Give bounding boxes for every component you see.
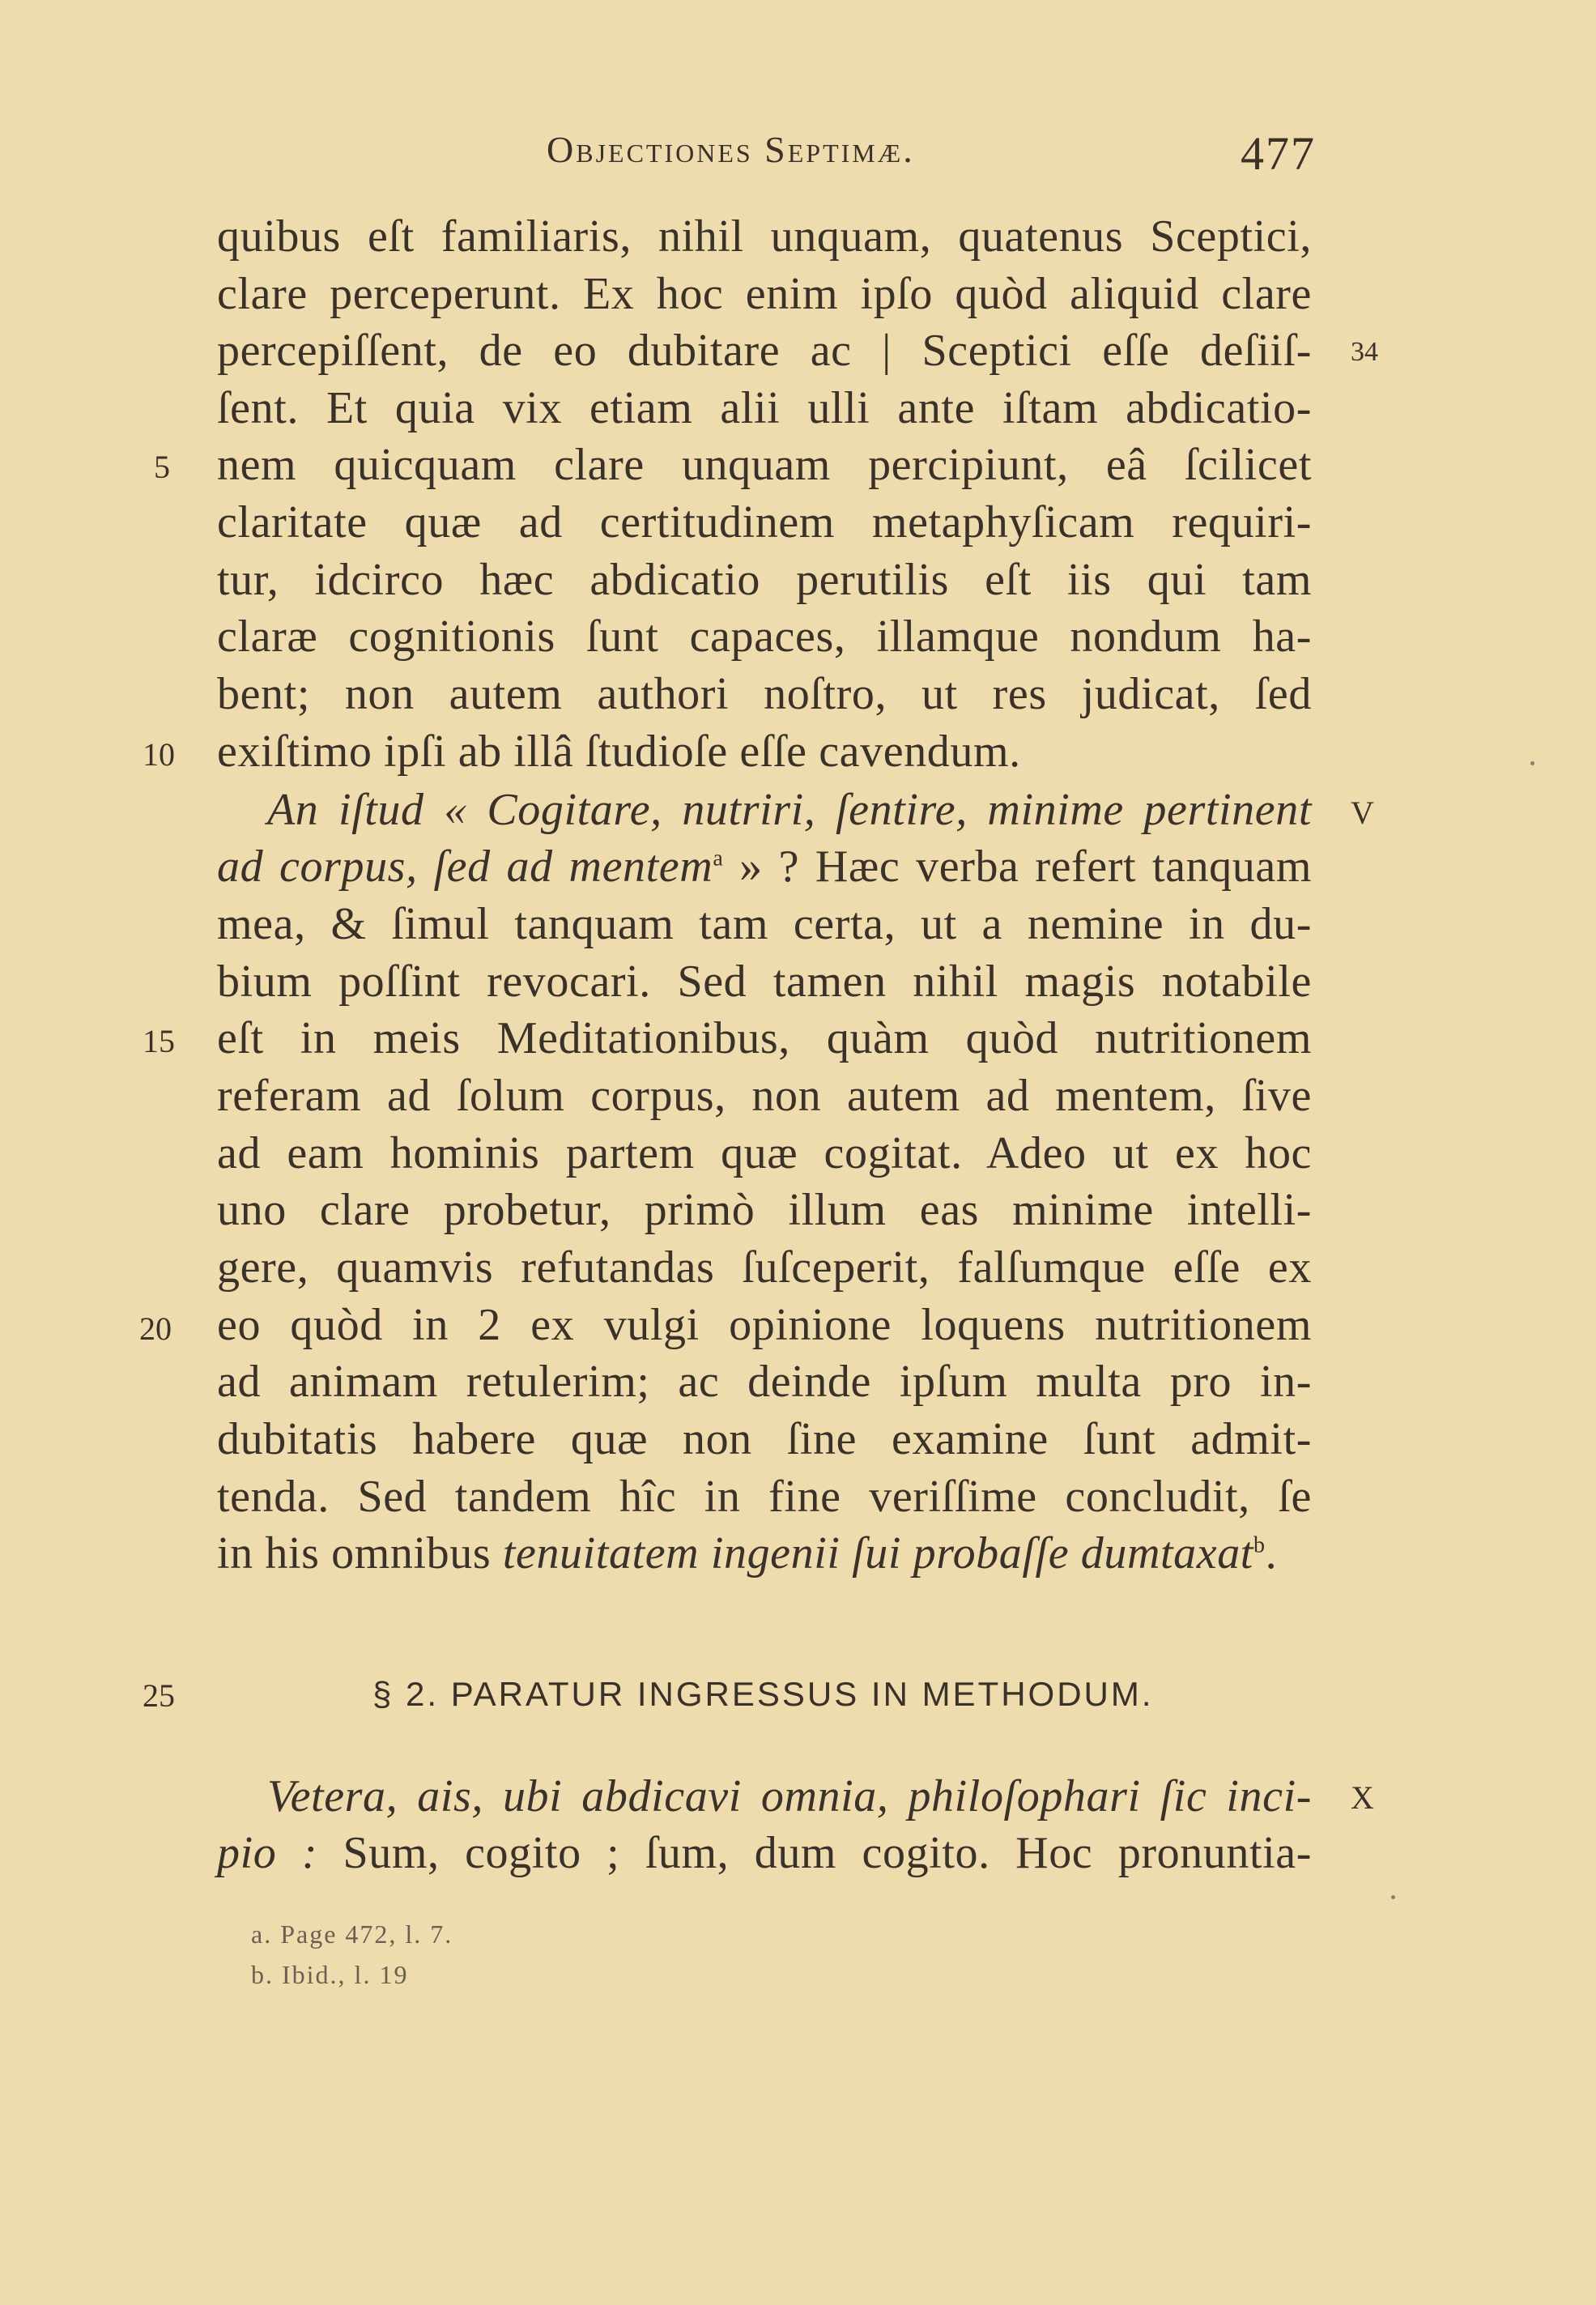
text-span: in his omnibus [217, 1528, 503, 1579]
section-heading: § 2. PARATUR INGRESSUS IN METHODUM. [372, 1675, 1154, 1713]
text-line: uno clare probetur, primò illum eas minime intelli- [217, 1185, 1312, 1235]
line-number: 25 [143, 1677, 175, 1714]
paper-speck [1530, 761, 1534, 765]
text-line: ad animam retulerim; ac deinde ipſum multa pro in- [217, 1357, 1312, 1407]
text-line: mea, & ſimul tanquam tam certa, ut a nemine in du- [217, 899, 1312, 949]
text-line: eo quòd in 2 ex vulgi opinione loquens nutritionem [217, 1300, 1312, 1350]
text-line: referam ad ſolum corpus, non autem ad mentem, ſive [217, 1071, 1312, 1121]
text-line: claræ cognitionis ſunt capaces, illamque nondum ha- [217, 611, 1312, 662]
footnote-ref-a: a [713, 846, 724, 871]
line-number: 15 [143, 1023, 175, 1059]
page-number: 477 [1241, 127, 1316, 180]
text-line: claritate quæ ad certitudinem metaphyſicam requiri- [217, 497, 1312, 547]
text-line [217, 1528, 1312, 1579]
text-span: Sum, cogito ; ſum, dum cogito. Hoc pronuntia- [317, 1828, 1312, 1878]
italic-quote: pio : [217, 1828, 318, 1878]
line-number: 10 [143, 736, 175, 773]
text-line: tenda. Sed tandem hîc in fine veriſſime concludit, ſe [217, 1472, 1312, 1522]
text-span: . [1265, 1528, 1278, 1579]
text-span: » ? Hæc verba refert tanquam [723, 841, 1312, 892]
text-line: ſent. Et quia vix etiam alii ulli ante iſtam abdicatio- [217, 383, 1312, 433]
text-line: percepiſſent, de eo dubitare ac | Sceptici eſſe deſiiſ- [217, 326, 1312, 376]
text-line: tur, idcirco hæc abdicatio perutilis eſt iis qui tam [217, 555, 1312, 605]
italic-quote: ad corpus, ſed ad mentem [217, 841, 713, 892]
footnote-ref-b: b [1253, 1532, 1266, 1558]
text-line: bent; non autem authori noſtro, ut res judicat, ſed [217, 669, 1312, 719]
text-line: eſt in meis Meditationibus, quàm quòd nutritionem [217, 1013, 1312, 1063]
italic-quote: Vetera, ais, ubi abdicavi omnia, philoſophari ſic inci- [267, 1771, 1312, 1821]
italic-quote: An iſtud « Cogitare, nutriri, ſentire, minime pertinent [267, 785, 1312, 835]
line-number: 20 [139, 1310, 172, 1347]
footnote: a. Page 472, l. 7. [251, 1919, 453, 1949]
text-line [217, 1830, 1312, 1876]
text-line [267, 787, 1312, 833]
text-line [217, 841, 1312, 892]
text-line: dubitatis habere quæ non ſine examine ſunt admit- [217, 1414, 1312, 1464]
text-line: nem quicquam clare unquam percipiunt, eâ ſcilicet [217, 440, 1312, 490]
text-line: clare perceperunt. Ex hoc enim ipſo quòd aliquid clare [217, 269, 1312, 319]
text-line [267, 1771, 1312, 1821]
margin-page-ref: 34 [1351, 337, 1378, 367]
running-title: Objectiones Septimæ. [547, 129, 915, 170]
margin-article-ref: V [1351, 795, 1374, 831]
text-line: quibus eſt familiaris, nihil unquam, quatenus Sceptici, [217, 211, 1312, 262]
line-number: 5 [154, 449, 170, 485]
footnote: b. Ibid., l. 19 [251, 1960, 409, 1989]
text-line: bium poſſint revocari. Sed tamen nihil magis notabile [217, 957, 1312, 1007]
text-line: gere, quamvis refutandas ſuſceperit, falſumque eſſe ex [217, 1242, 1312, 1293]
italic-quote: tenuitatem ingenii ſui probaſſe dumtaxat [502, 1528, 1253, 1579]
text-line: exiſtimo ipſi ab illâ ſtudioſe eſſe cavendum. [217, 726, 1021, 777]
text-line: ad eam hominis partem quæ cogitat. Adeo ut ex hoc [217, 1128, 1312, 1178]
margin-article-ref: X [1351, 1779, 1374, 1816]
paper-speck [1391, 1895, 1395, 1899]
